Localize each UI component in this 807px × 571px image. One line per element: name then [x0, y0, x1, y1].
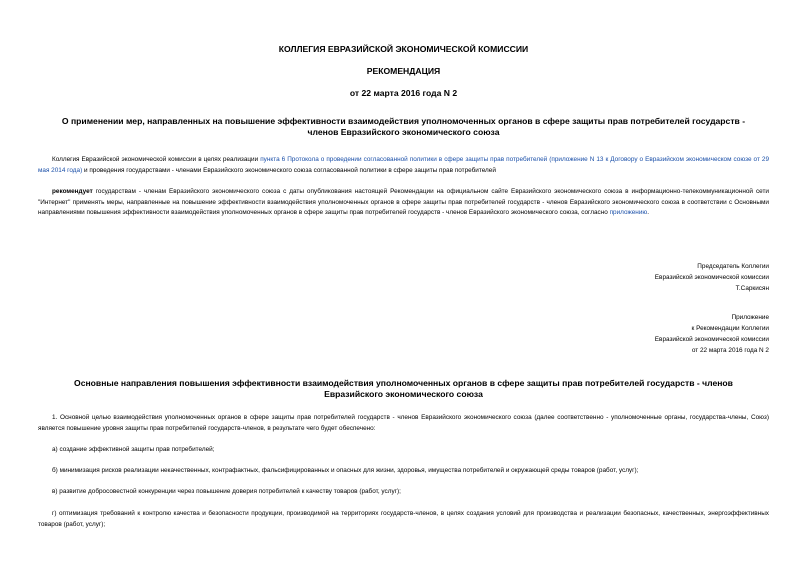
section-item-a: а) создание эффективной защиты прав потребителей;	[52, 446, 215, 453]
doc-title-line1: О применении мер, направленных на повышение эффективности взаимодействия уполномоченных органов в сфере защиты прав потребителей государств -	[61, 116, 746, 126]
appendix-label: Приложение	[731, 314, 769, 321]
section-item-g: г) оптимизация требований к контролю качества и безопасности продукции, производимой на территориях государств-членов, в целях создания условий для производства и реализации безопасных, качественных, энергоэффективных товаров (работ, услуг);	[38, 510, 769, 528]
section-title-line1: Основные направления повышения эффективности взаимодействия уполномоченных органов в сфере защиты прав потребителей государств - членов	[74, 378, 733, 388]
recommends-paragraph	[38, 187, 769, 219]
doc-title-line2: членов Евразийского экономического союза	[307, 127, 500, 137]
intro-paragraph	[38, 155, 769, 176]
appendix-org: Евразийской экономической комиссии	[654, 335, 769, 343]
section-item-1: 1. Основной целью взаимодействия уполномоченных органов в сфере защиты прав потребителей государств - членов Евразийского экономического союза (далее соответственно - уполномоченные органы, государства-члены, Союз) является повышение уровня защиты прав потребителей государств-членов, в результате чего будет обеспечено:	[38, 414, 769, 432]
appendix-ref: к Рекомендации Коллегии	[691, 324, 769, 332]
section-item-v: в) развитие добросовестной конкуренции через повышение доверия потребителей к качеству товаров (работ, услуг);	[52, 488, 401, 495]
appendix-date: от 22 марта 2016 года N 2	[691, 346, 769, 354]
org-heading: КОЛЛЕГИЯ ЕВРАЗИЙСКОЙ ЭКОНОМИЧЕСКОЙ КОМИССИИ	[278, 44, 529, 54]
signature-block	[655, 262, 769, 295]
signature-name: Т.Саркисян	[735, 284, 769, 292]
appendix-link[interactable]: приложению	[609, 209, 648, 217]
section-title-line2: Евразийского экономического союза	[324, 389, 483, 399]
protocol-link[interactable]: пункта 6 Протокола о проведении согласованной политики в сфере защиты прав потребителей (приложение N 13 к Договору о Евразийском экономическом союзе от 29 мая 2014 года)	[38, 156, 769, 174]
section-item-b: б) минимизация рисков реализации некачественных, контрафактных, фальсифицированных и опасных для жизни, здоровья, имущества потребителей и окружающей среды товаров (работ, услуг);	[52, 467, 639, 474]
signature-org: Евразийской экономической комиссии	[654, 273, 769, 281]
doc-type-heading: РЕКОМЕНДАЦИЯ	[366, 66, 441, 76]
doc-date-number: от 22 марта 2016 года N 2	[349, 88, 458, 98]
appendix-block	[655, 313, 769, 357]
recommends-word: рекомендует	[52, 188, 93, 195]
recommends-end: .	[647, 209, 649, 217]
recommends-text: государствам - членам Евразийского экономического союза с даты опубликования настоящей Рекомендации на официальном сайте Евразийского экономического союза в информационно-телекоммуникационной сети "Интернет" применять меры, направленные на повышение эффективности взаимодействия уполномоченных органов в сфере защиты прав потребителей государств - членов Евразийского экономического союза в соответствии с Основными направлениями повышения эффективности взаимодействия уполномоченных органов в сфере защиты прав потребителей государств - членов Евразийского экономического союза, согласно	[38, 188, 769, 217]
intro-text-before: Коллегия Евразийской экономической комиссии в целях реализации	[52, 156, 261, 163]
intro-text-after: и проведения государствами - членами Евразийского экономического союза согласованной политики в сфере защиты прав потребителей	[82, 166, 496, 174]
signature-position: Председатель Коллегии	[697, 263, 769, 270]
